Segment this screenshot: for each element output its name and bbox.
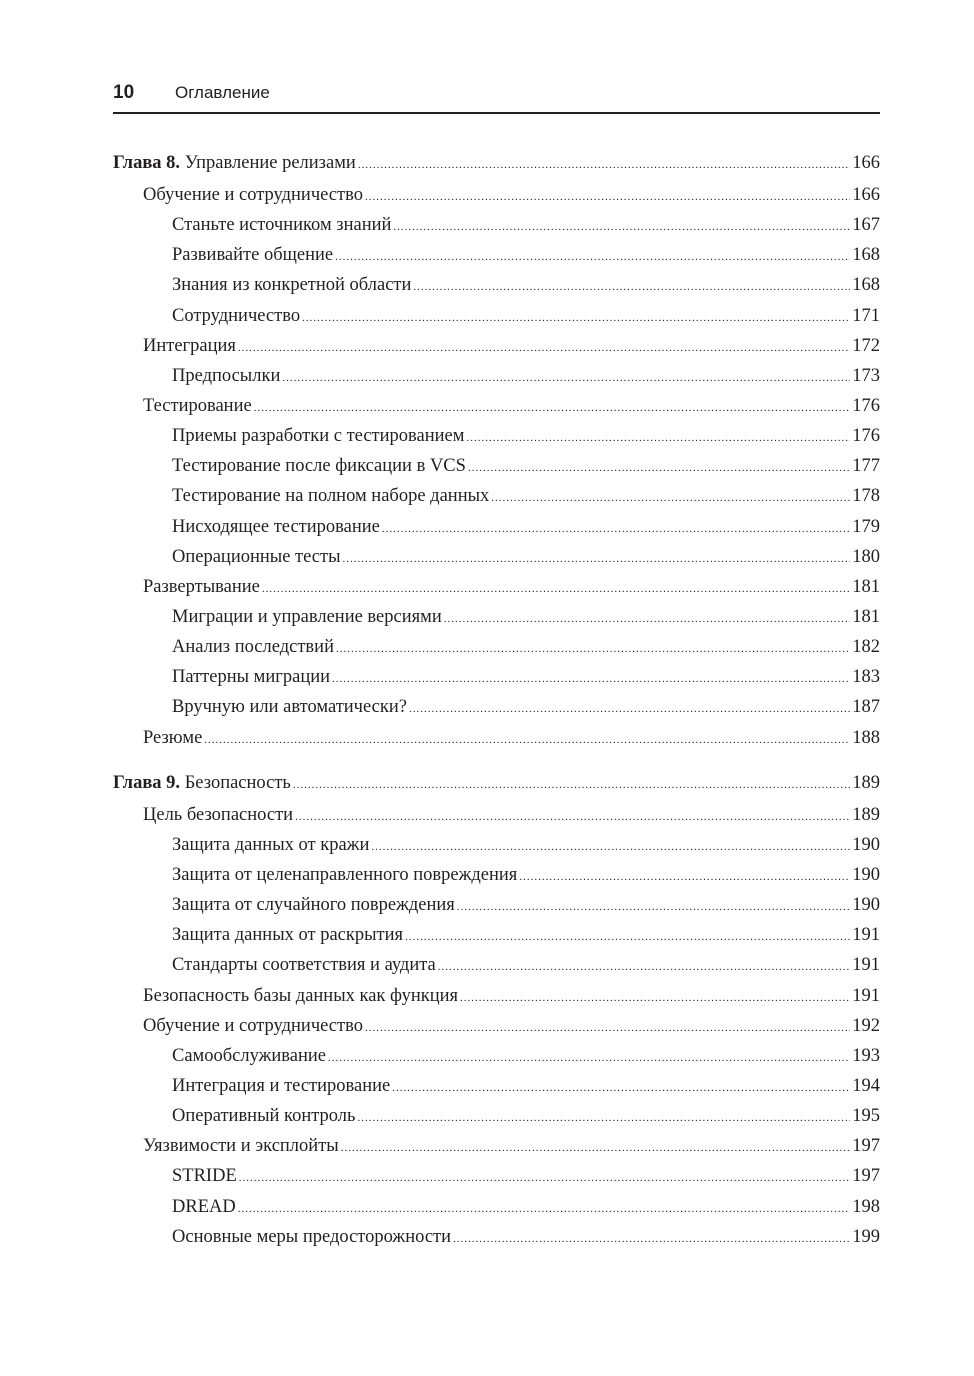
- dot-leader: [204, 725, 850, 755]
- toc-title-text: Защита от случайного повреждения: [172, 895, 455, 916]
- toc-title-text: Приемы разработки с тестированием: [172, 426, 465, 447]
- toc-entry-title: [172, 1041, 326, 1071]
- dot-leader: [357, 1103, 850, 1133]
- toc-entry[interactable]: [113, 981, 880, 1011]
- toc-page-number: 173: [852, 365, 880, 386]
- toc-entry[interactable]: [113, 240, 880, 270]
- dot-leader: [302, 303, 850, 333]
- toc-page-number: 171: [852, 305, 880, 326]
- dot-leader: [460, 983, 850, 1013]
- toc-title-text: Защита от целенаправленного повреждения: [172, 864, 518, 885]
- toc-entry-title: [143, 1011, 363, 1041]
- dot-leader: [365, 1013, 850, 1043]
- toc-entry-title: [172, 1161, 237, 1191]
- dot-leader: [343, 544, 851, 574]
- toc-title-text: Интеграция: [143, 335, 236, 356]
- toc-page-number: 181: [852, 606, 880, 627]
- dot-leader: [282, 363, 850, 393]
- toc-entry[interactable]: [113, 542, 880, 572]
- toc-entry[interactable]: [113, 301, 880, 331]
- dot-leader: [382, 514, 850, 544]
- dot-leader: [293, 770, 850, 800]
- toc-title-text: Резюме: [143, 727, 203, 748]
- toc-entry-title: [172, 240, 333, 270]
- dot-leader: [438, 952, 850, 982]
- toc-title-text: Развивайте общение: [172, 245, 334, 266]
- toc-page-number: 166: [852, 185, 880, 205]
- toc-title-text: Безопасность базы данных как функция: [143, 985, 459, 1006]
- toc-entry-title: [143, 981, 458, 1011]
- toc-page-number: 189: [852, 772, 880, 793]
- toc-title-text: Уязвимости и эксплойты: [143, 1136, 339, 1157]
- toc-entry-title: [172, 1192, 236, 1222]
- toc-entry[interactable]: [113, 210, 880, 240]
- toc-entry[interactable]: [113, 512, 880, 542]
- toc-page-number: 179: [852, 516, 880, 537]
- toc-entry[interactable]: [113, 421, 880, 451]
- toc-title-text: Станьте источником знаний: [172, 215, 392, 236]
- dot-leader: [491, 483, 850, 513]
- toc-entry-title: [113, 148, 356, 178]
- toc-page-number: 191: [852, 925, 880, 946]
- toc-entry-title: [172, 830, 369, 860]
- dot-leader: [409, 694, 850, 724]
- toc-page-number: 178: [852, 486, 880, 507]
- toc-title-text: Сотрудничество: [172, 305, 301, 326]
- toc-entry-title: [143, 331, 236, 361]
- toc-title-text: Интеграция и тестирование: [172, 1075, 391, 1096]
- toc-title-text: Анализ последствий: [172, 637, 334, 658]
- dot-leader: [254, 393, 851, 423]
- toc-title-text: Обучение и сотрудничество: [143, 185, 363, 205]
- toc-entry[interactable]: [113, 1011, 880, 1041]
- toc-entry-title: [172, 890, 455, 920]
- toc-title-text: STRIDE: [172, 1166, 237, 1187]
- toc-title-text: Защита данных от раскрытия: [172, 925, 404, 946]
- table-of-contents: [113, 148, 880, 1252]
- dot-leader: [466, 423, 850, 453]
- toc-title-text: Развертывание: [143, 576, 260, 597]
- toc-title-text: Тестирование: [143, 395, 252, 416]
- toc-entry[interactable]: [113, 1161, 880, 1191]
- toc-title-text: Основные меры предосторожности: [172, 1226, 452, 1247]
- toc-title-text: Цель безопасности: [143, 804, 294, 825]
- dot-leader: [393, 212, 850, 242]
- toc-page-number: 176: [852, 395, 880, 416]
- toc-title-text: Оперативный контроль: [172, 1106, 356, 1127]
- toc-entry-title: [172, 662, 330, 692]
- dot-leader: [239, 1163, 851, 1193]
- toc-entry[interactable]: [113, 830, 880, 860]
- dot-leader: [371, 832, 850, 862]
- dot-leader: [405, 922, 850, 952]
- toc-page-number: 183: [852, 667, 880, 688]
- toc-entry-title: [172, 1071, 390, 1101]
- toc-title-text: Знания из конкретной области: [172, 275, 412, 296]
- dot-leader: [341, 1133, 851, 1163]
- toc-page-number: 168: [852, 275, 880, 296]
- toc-chapter[interactable]: [113, 768, 880, 800]
- toc-page-number: 198: [852, 1196, 880, 1217]
- toc-page-number: 187: [852, 697, 880, 718]
- running-header: [113, 80, 880, 114]
- toc-entry-title: [172, 602, 442, 632]
- toc-entry[interactable]: [113, 920, 880, 950]
- toc-entry-title: [172, 270, 411, 300]
- toc-entry-title: [143, 800, 293, 830]
- toc-chapter[interactable]: [113, 148, 880, 180]
- toc-page-number: 191: [852, 955, 880, 976]
- toc-page-number: 189: [852, 804, 880, 825]
- toc-page-number: 190: [852, 864, 880, 885]
- toc-entry[interactable]: [113, 1071, 880, 1101]
- toc-entry-title: [172, 481, 489, 511]
- toc-entry-title: [172, 860, 517, 890]
- toc-page-number: 195: [852, 1106, 880, 1127]
- toc-entry-title: [143, 723, 202, 753]
- dot-leader: [453, 1224, 850, 1254]
- toc-title-text: Защита данных от кражи: [172, 834, 370, 855]
- toc-entry-title: [172, 542, 341, 572]
- dot-leader: [468, 453, 850, 483]
- toc-entry-title: [172, 1222, 451, 1252]
- toc-page-number: 172: [852, 335, 880, 356]
- dot-leader: [295, 802, 850, 832]
- dot-leader: [335, 242, 850, 272]
- toc-page-number: 182: [852, 637, 880, 658]
- chapter-label: Глава 9.: [113, 772, 181, 793]
- toc-title-text: Безопасность: [184, 772, 291, 793]
- toc-page-number: 180: [852, 546, 880, 567]
- toc-entry[interactable]: [113, 723, 880, 753]
- toc-page-number: 191: [852, 985, 880, 1006]
- toc-entry[interactable]: [113, 1101, 880, 1131]
- toc-entry-title: [172, 451, 466, 481]
- toc-entry-title: [143, 572, 260, 602]
- toc-entry-title: [172, 210, 391, 240]
- toc-entry[interactable]: [113, 572, 880, 602]
- toc-title-text: Обучение и сотрудничество: [143, 1015, 363, 1036]
- toc-entry[interactable]: [113, 890, 880, 920]
- dot-leader: [457, 892, 850, 922]
- header-title: Оглавление: [175, 83, 270, 102]
- dot-leader: [336, 634, 850, 664]
- toc-entry[interactable]: [113, 331, 880, 361]
- toc-page-number: 192: [852, 1015, 880, 1036]
- toc-entry[interactable]: [113, 662, 880, 692]
- toc-page-number: 168: [852, 245, 880, 266]
- toc-entry[interactable]: [113, 632, 880, 662]
- toc-entry[interactable]: [113, 1131, 880, 1161]
- toc-entry-title: [172, 361, 280, 391]
- toc-page-number: 194: [852, 1075, 880, 1096]
- toc-entry-title: [172, 632, 334, 662]
- dot-leader: [365, 182, 850, 212]
- dot-leader: [332, 664, 850, 694]
- dot-leader: [444, 604, 851, 634]
- toc-page-number: 188: [852, 727, 880, 748]
- toc-title-text: Нисходящее тестирование: [172, 516, 380, 537]
- toc-title-text: Миграции и управление версиями: [172, 606, 442, 627]
- toc-title-text: Тестирование после фиксации в VCS: [172, 456, 466, 477]
- toc-title-text: DREAD: [172, 1196, 236, 1217]
- dot-leader: [392, 1073, 850, 1103]
- toc-entry[interactable]: [113, 481, 880, 511]
- toc-entry[interactable]: [113, 1192, 880, 1222]
- toc-page-number: 181: [852, 576, 880, 597]
- toc-entry-title: [172, 512, 380, 542]
- toc-title-text: Паттерны миграции: [172, 667, 331, 688]
- toc-page-number: 190: [852, 895, 880, 916]
- toc-entry[interactable]: [113, 860, 880, 890]
- toc-entry[interactable]: [113, 1041, 880, 1071]
- toc-entry[interactable]: [113, 180, 880, 210]
- toc-entry[interactable]: [113, 800, 880, 830]
- dot-leader: [262, 574, 850, 604]
- toc-entry[interactable]: [113, 361, 880, 391]
- toc-title-text: Тестирование на полном наборе данных: [172, 486, 490, 507]
- toc-page-number: 197: [852, 1166, 880, 1187]
- dot-leader: [238, 1194, 851, 1224]
- toc-page-number: 177: [852, 456, 880, 477]
- dot-leader: [358, 150, 850, 180]
- toc-entry-title: [172, 421, 464, 451]
- toc-entry-title: [172, 950, 436, 980]
- toc-entry-title: [172, 920, 403, 950]
- toc-entry[interactable]: [113, 1222, 880, 1252]
- toc-title-text: Управление релизами: [184, 153, 356, 173]
- toc-title-text: Стандарты соответствия и аудита: [172, 955, 436, 976]
- toc-entry-title: [143, 180, 363, 210]
- dot-leader: [238, 333, 850, 363]
- toc-page-number: 193: [852, 1045, 880, 1066]
- toc-entry-title: [113, 768, 291, 798]
- toc-page-number: 176: [852, 426, 880, 447]
- toc-title-text: Самообслуживание: [172, 1045, 327, 1066]
- dot-leader: [413, 272, 850, 302]
- toc-entry[interactable]: [113, 602, 880, 632]
- toc-entry[interactable]: [113, 692, 880, 722]
- toc-entry-title: [143, 391, 252, 421]
- toc-entry-title: [172, 692, 407, 722]
- toc-entry[interactable]: [113, 270, 880, 300]
- toc-entry[interactable]: [113, 451, 880, 481]
- toc-entry-title: [172, 1101, 355, 1131]
- dot-leader: [519, 862, 850, 892]
- toc-title-text: Предпосылки: [172, 365, 281, 386]
- toc-entry[interactable]: [113, 391, 880, 421]
- toc-page-number: 199: [852, 1226, 880, 1247]
- toc-entry[interactable]: [113, 950, 880, 980]
- toc-entry-title: [172, 301, 300, 331]
- toc-entry-title: [143, 1131, 339, 1161]
- chapter-label: Глава 8.: [113, 153, 181, 173]
- toc-page-number: 167: [852, 215, 880, 236]
- dot-leader: [328, 1043, 850, 1073]
- toc-title-text: Вручную или автоматически?: [172, 697, 407, 718]
- toc-title-text: Операционные тесты: [172, 546, 341, 567]
- page-number: 10: [113, 82, 135, 103]
- toc-page-number: 190: [852, 834, 880, 855]
- toc-page-number: 166: [852, 153, 880, 173]
- toc-page-number: 197: [852, 1136, 880, 1157]
